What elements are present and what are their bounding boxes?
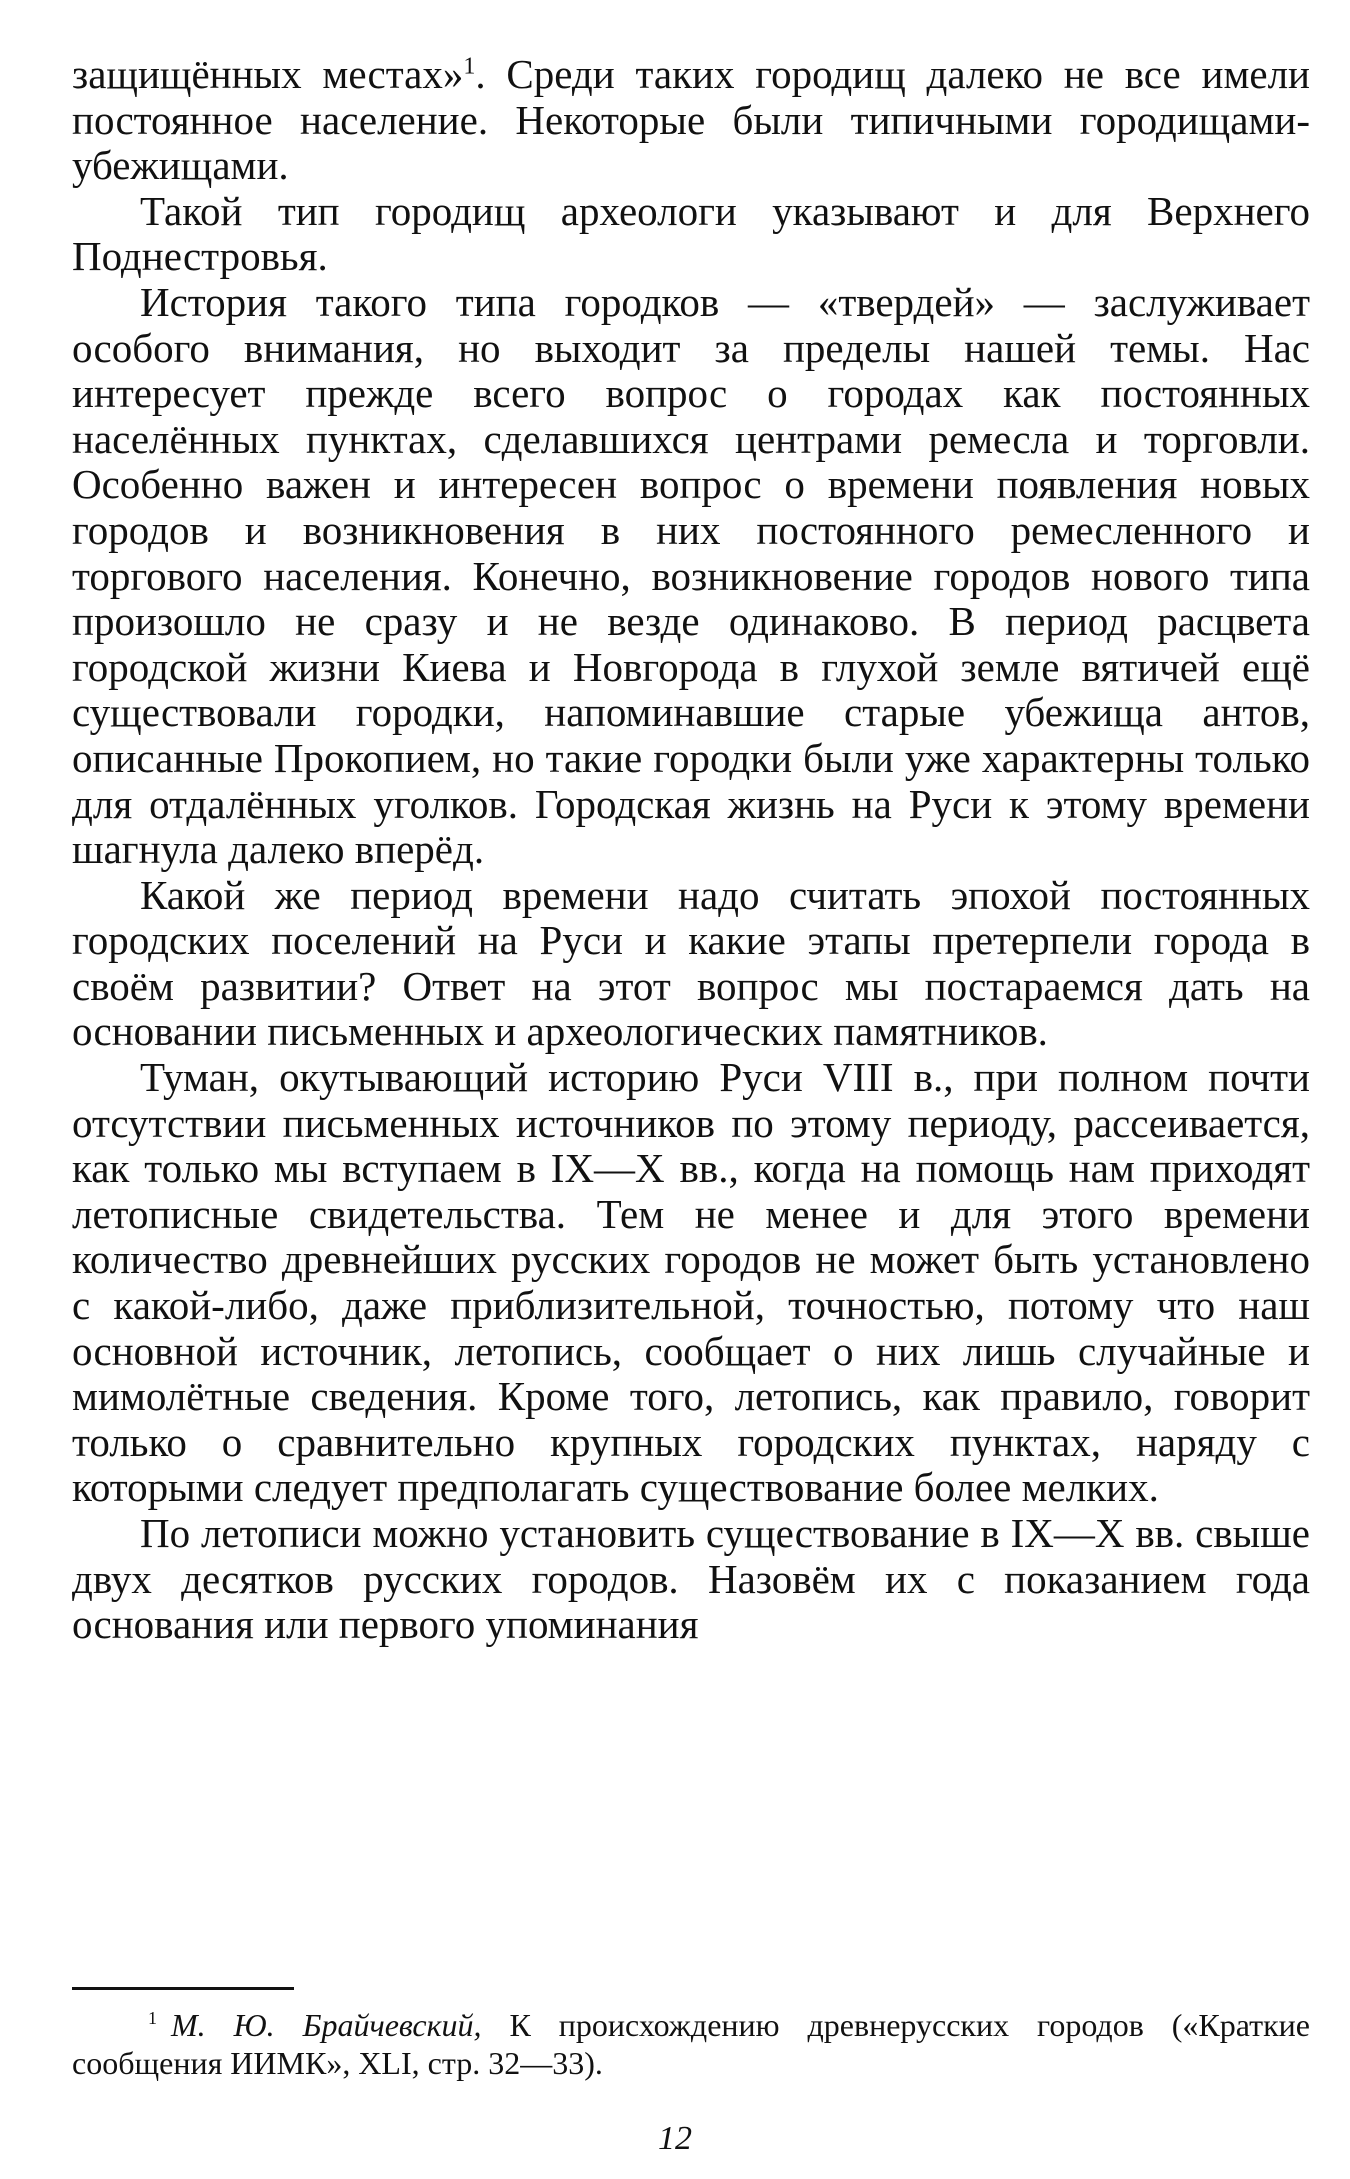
paragraph-1: [72, 52, 1310, 189]
footnote: [72, 2006, 1310, 2082]
page-number: 12: [658, 2120, 692, 2157]
footnote-reference: 1: [463, 53, 476, 80]
footnote-divider: [72, 1987, 294, 1990]
paragraph-1-text: защищённых местах»: [72, 51, 464, 97]
page-body: [72, 52, 1310, 1648]
paragraph-4: Какой же период времени надо считать эпохой постоянных городских поселений на Руси и какие этапы претерпели города в своём развитии? Ответ на этот вопрос мы постараемся дать на основании письменных и археологических памятников.: [72, 871, 1310, 1055]
footnote-text: К происхождению древнерусских городов («Краткие сообщения ИИМК», XLI, стр. 32—33).: [72, 2007, 1311, 2081]
footnote-author: М. Ю. Брайчевский,: [171, 2007, 482, 2043]
paragraph-5: Туман, окутывающий историю Руси VIII в., при полном почти отсутствии письменных источников по этому периоду, рассеивается, как только мы вступаем в IX—X вв., когда на помощь нам приходят летописные свидетельства. Тем не менее и для этого времени количество древнейших русских городов не может быть установлено с какой-либо, даже приблизительной, точностью, потому что наш основной источник, летопись, сообщает о них лишь случайные и мимолётные сведения. Кроме того, летопись, как правило, говорит только о сравнительно крупных городских пунктах, наряду с которыми следует предполагать существование более мелких.: [72, 1054, 1310, 1511]
paragraph-6: По летописи можно установить существование в IX—X вв. свыше двух десятков русских городов. Назовём их с показанием года основания или первого упоминания: [72, 1510, 1310, 1648]
paragraph-2: Такой тип городищ археологи указывают и для Верхнего Поднестровья.: [72, 187, 1310, 280]
footnote-number: 1: [148, 2008, 157, 2029]
paragraph-1-tail: . Среди таких городищ далеко не все имели постоянное население. Некоторые были типичными городищами-убежищами.: [72, 51, 1310, 189]
paragraph-3: История такого типа городков — «твердей» — заслуживает особого внимания, но выходит за пределы нашей темы. Нас интересует прежде всего вопрос о городах как постоянных населённых пунктах, сделавшихся центрами ремесла и торговли. Особенно важен и интересен вопрос о времени появления новых городов и возникновения в них постоянного ремесленного и торгового населения. Конечно, возникновение городов нового типа произошло не сразу и не везде одинаково. В период расцвета городской жизни Киева и Новгорода в глухой земле вятичей ещё существовали городки, напоминавшие старые убежища антов, описанные Прокопием, но такие городки были уже характерны только для отдалённых уголков. Городская жизнь на Руси к этому времени шагнула далеко вперёд.: [72, 278, 1310, 873]
